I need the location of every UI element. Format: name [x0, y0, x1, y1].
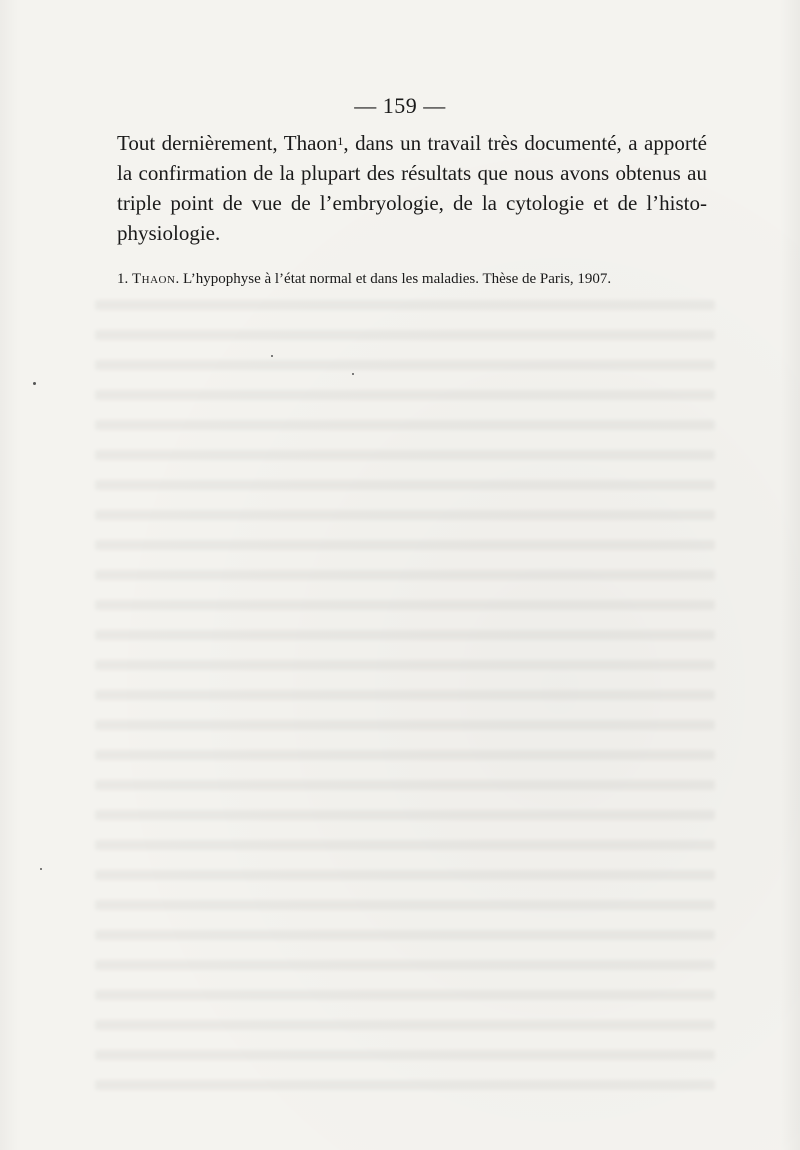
- bleed-through-texture: [95, 300, 715, 1100]
- body-line-3: triple point de vue de l’embryologie, de la cytologie et de l’histo-: [117, 191, 707, 215]
- body-line-1-end: , dans un travail très documenté, a apporté: [343, 131, 707, 155]
- paper-speck: [40, 868, 42, 870]
- paper-speck: [271, 355, 273, 357]
- body-line-2: la confirmation de la plupart des résultats que nous avons obtenus au: [117, 161, 707, 185]
- footnote: [117, 268, 677, 290]
- footnote-reference: 1: [337, 134, 344, 148]
- body-paragraph: [117, 128, 707, 248]
- page-number: — 159 —: [354, 93, 446, 118]
- body-line-1: [117, 128, 707, 158]
- body-line-4: physiologie.: [117, 221, 221, 245]
- footnote-marker: 1.: [117, 271, 129, 287]
- footnote-author: Thaon: [132, 271, 176, 287]
- footnote-text: . L’hypophyse à l’état normal et dans les maladies. Thèse de Paris, 1907.: [175, 271, 612, 287]
- body-line-1-start: Tout dernièrement, Thaon: [117, 131, 338, 155]
- paper-speck: [352, 373, 354, 375]
- paper-speck: [33, 382, 36, 385]
